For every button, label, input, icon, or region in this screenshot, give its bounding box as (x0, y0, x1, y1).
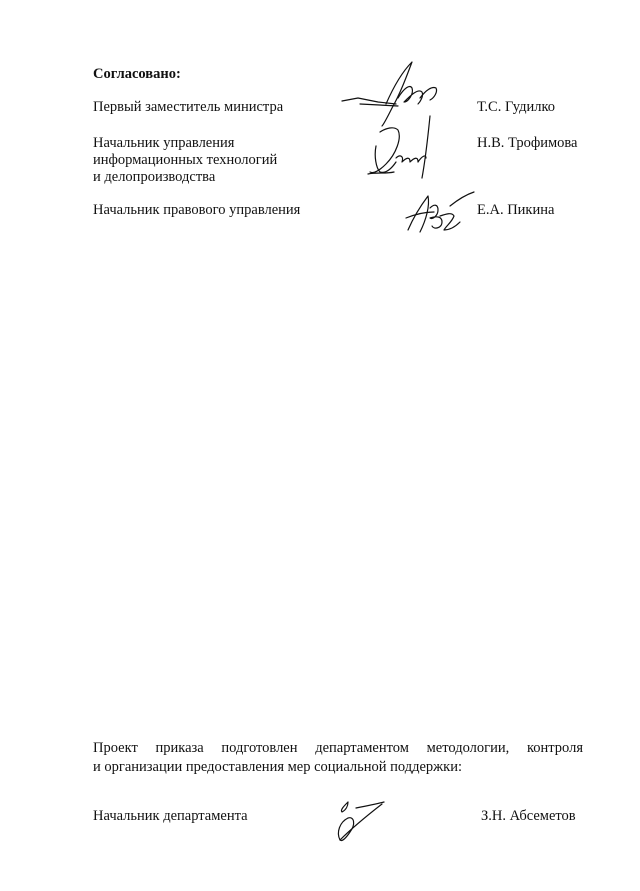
signatory-2-signature (360, 112, 440, 186)
prepared-paragraph-line-1: Проект приказа подготовлен департаментом методологии, контроля (93, 740, 583, 756)
prepared-paragraph (93, 739, 583, 777)
signatory-2-position (93, 135, 277, 186)
department-head-signature (326, 796, 390, 848)
signatory-1-position: Первый заместитель министра (93, 99, 284, 115)
signatory-3-name: Е.А. Пикина (477, 202, 555, 218)
department-head-position: Начальник департамента (93, 808, 248, 824)
signatory-3-signature (400, 186, 480, 240)
department-head-name: З.Н. Абсеметов (481, 808, 576, 824)
signatory-3-position: Начальник правового управления (93, 202, 301, 218)
signatory-1-name: Т.С. Гудилко (477, 99, 556, 115)
signatory-2-position-line-3: и делопроизводства (93, 169, 216, 185)
signatory-2-name: Н.В. Трофимова (477, 135, 578, 151)
signatory-2-position-line-1: Начальник управления (93, 135, 235, 151)
prepared-paragraph-line-2: и организации предоставления мер социальной поддержки: (93, 759, 463, 775)
signatory-2-position-line-2: информационных технологий (93, 152, 278, 168)
approval-heading: Согласовано: (93, 66, 181, 82)
